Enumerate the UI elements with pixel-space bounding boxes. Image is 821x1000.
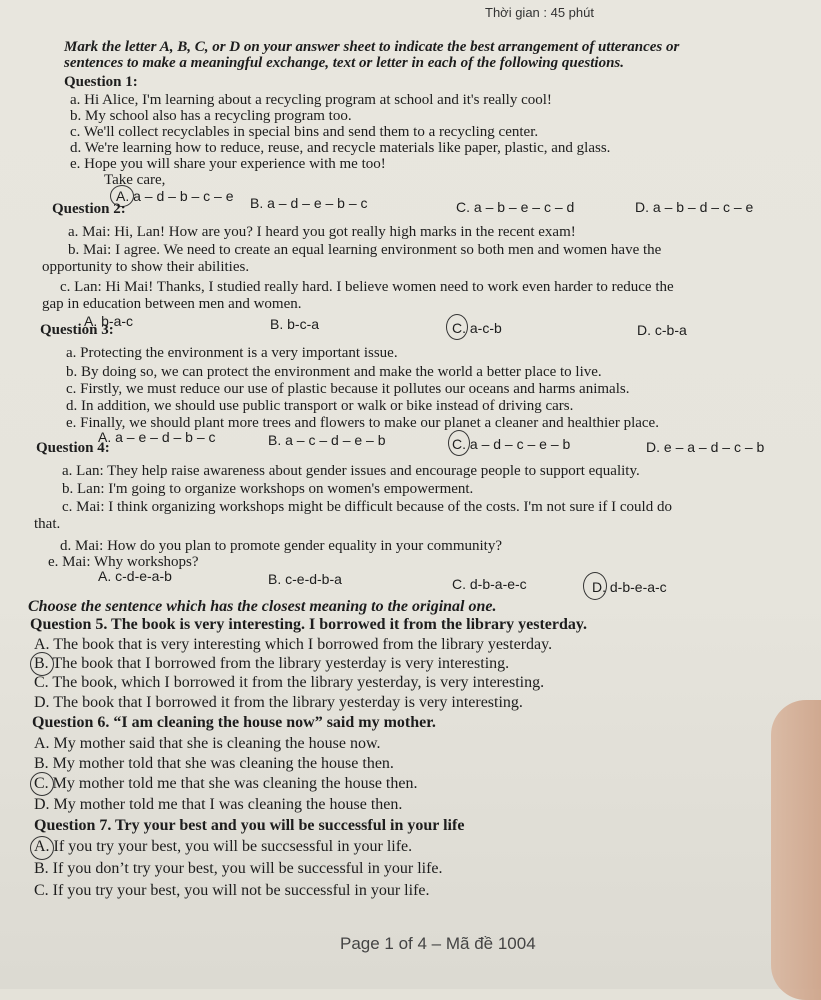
q5-title: Question 5. The book is very interesting. I borrowed it from the library yesterday. <box>30 616 588 633</box>
q7-option-c[interactable]: C. If you try your best, you will not be successful in your life. <box>34 882 430 899</box>
q3-option-a[interactable]: A. a – e – d – b – c <box>98 429 216 445</box>
q6-option-d[interactable]: D. My mother told me that I was cleaning the house then. <box>34 796 403 813</box>
q2-option-d[interactable]: D. c-b-a <box>637 322 687 338</box>
q6-title: Question 6. “I am cleaning the house now” said my mother. <box>32 714 436 731</box>
q1-line-a: a. Hi Alice, I'm learning about a recycling program at school and it's really cool! <box>70 92 552 108</box>
q2-option-b[interactable]: B. b-c-a <box>270 316 320 332</box>
q1-option-a[interactable]: A. a – d – b – c – e <box>116 188 234 204</box>
q4-line-e: e. Mai: Why workshops? <box>48 554 199 570</box>
q3-option-b[interactable]: B. a – c – d – e – b <box>268 432 386 448</box>
q1-option-d[interactable]: D. a – b – d – c – e <box>635 199 754 215</box>
q5-option-d[interactable]: D. The book that I borrowed it from the library yesterday is very interesting. <box>34 694 523 711</box>
q2-option-a[interactable]: A. b-a-c <box>84 313 134 329</box>
q6-option-c[interactable]: C. My mother told me that she was cleaning the house then. <box>34 775 418 792</box>
q1-closing: Take care, <box>104 172 166 188</box>
thumb-shadow <box>771 700 821 1000</box>
q3-option-c[interactable]: C. a – d – c – e – b <box>452 436 571 452</box>
q2-line-c2: gap in education between men and women. <box>42 296 302 312</box>
q1-line-e: e. Hope you will share your experience with me too! <box>70 156 386 172</box>
q6-answer-circle <box>30 772 54 796</box>
q2-title: Question 2: <box>52 201 126 217</box>
instruction-2: Choose the sentence which has the closest meaning to the original one. <box>28 598 497 615</box>
q1-option-b[interactable]: B. a – d – e – b – c <box>250 195 368 211</box>
q6-option-b[interactable]: B. My mother told that she was cleaning the house then. <box>34 755 394 772</box>
q5-option-c[interactable]: C. The book, which I borrowed it from the library yesterday, is very interesting. <box>34 674 545 691</box>
q4-title: Question 4: <box>36 440 110 456</box>
q4-line-b: b. Lan: I'm going to organize workshops on women's empowerment. <box>62 481 474 497</box>
q4-line-c1: c. Mai: I think organizing workshops might be difficult because of the costs. I'm not sure if I could do <box>62 499 672 515</box>
q7-option-b[interactable]: B. If you don’t try your best, you will be successful in your life. <box>34 860 443 877</box>
q2-line-c1: c. Lan: Hi Mai! Thanks, I studied really hard. I believe women need to work even harder to reduce the <box>60 279 674 295</box>
q2-line-b2: opportunity to show their abilities. <box>42 259 250 275</box>
q3-line-e: e. Finally, we should plant more trees and flowers to make our planet a cleaner and healthier place. <box>66 415 659 431</box>
q1-option-c[interactable]: C. a – b – e – c – d <box>456 199 575 215</box>
q7-answer-circle <box>30 836 54 860</box>
q5-option-a[interactable]: A. The book that is very interesting which I borrowed from the library yesterday. <box>34 636 553 653</box>
q2-option-c[interactable]: C. a-c-b <box>452 320 502 336</box>
q4-option-b[interactable]: B. c-e-d-b-a <box>268 571 342 587</box>
q1-line-b: b. My school also has a recycling program too. <box>70 108 352 124</box>
q2-line-b1: b. Mai: I agree. We need to create an equal learning environment so both men and women have the <box>68 242 662 258</box>
q4-line-c2: that. <box>34 516 61 532</box>
q3-option-d[interactable]: D. e – a – d – c – b <box>646 439 765 455</box>
q3-line-a: a. Protecting the environment is a very important issue. <box>66 345 398 361</box>
q4-option-c[interactable]: C. d-b-a-e-c <box>452 576 527 592</box>
q2-answer-circle <box>446 314 468 340</box>
q5-option-b[interactable]: B. The book that I borrowed from the library yesterday is very interesting. <box>34 655 510 672</box>
q4-line-d: d. Mai: How do you plan to promote gender equality in your community? <box>60 538 503 554</box>
q4-option-d[interactable]: D. d-b-e-a-c <box>592 579 667 595</box>
q3-title: Question 3: <box>40 322 114 338</box>
q1-line-c: c. We'll collect recyclables in special bins and send them to a recycling center. <box>70 124 539 140</box>
q4-line-a: a. Lan: They help raise awareness about gender issues and encourage people to support equality. <box>62 463 640 479</box>
q3-answer-circle <box>448 430 470 456</box>
instruction-line-2: sentences to make a meaningful exchange, text or letter in each of the following questions. <box>64 55 625 71</box>
page-footer: Page 1 of 4 – Mã đề 1004 <box>340 934 536 953</box>
q4-answer-circle <box>583 572 607 600</box>
q2-line-a: a. Mai: Hi, Lan! How are you? I heard you got really high marks in the recent exam! <box>68 224 576 240</box>
q3-line-c: c. Firstly, we must reduce our use of plastic because it pollutes our oceans and harms animals. <box>66 381 630 397</box>
instruction-line-1: Mark the letter A, B, C, or D on your answer sheet to indicate the best arrangement of utterances or <box>64 39 680 55</box>
q3-line-b: b. By doing so, we can protect the environment and make the world a better place to live. <box>66 364 602 380</box>
q7-title: Question 7. Try your best and you will be successful in your life <box>34 817 465 834</box>
q7-option-a[interactable]: A. If you try your best, you will be succsessful in your life. <box>34 838 413 855</box>
q5-answer-circle <box>30 652 54 676</box>
time-header: Thời gian : 45 phút <box>485 5 594 20</box>
q1-title: Question 1: <box>64 74 138 90</box>
q1-line-d: d. We're learning how to reduce, reuse, and recycle materials like paper, plastic, and glass. <box>70 140 611 156</box>
q3-line-d: d. In addition, we should use public transport or walk or bike instead of driving cars. <box>66 398 574 414</box>
q4-option-a[interactable]: A. c-d-e-a-b <box>98 568 172 584</box>
q6-option-a[interactable]: A. My mother said that she is cleaning the house now. <box>34 735 381 752</box>
